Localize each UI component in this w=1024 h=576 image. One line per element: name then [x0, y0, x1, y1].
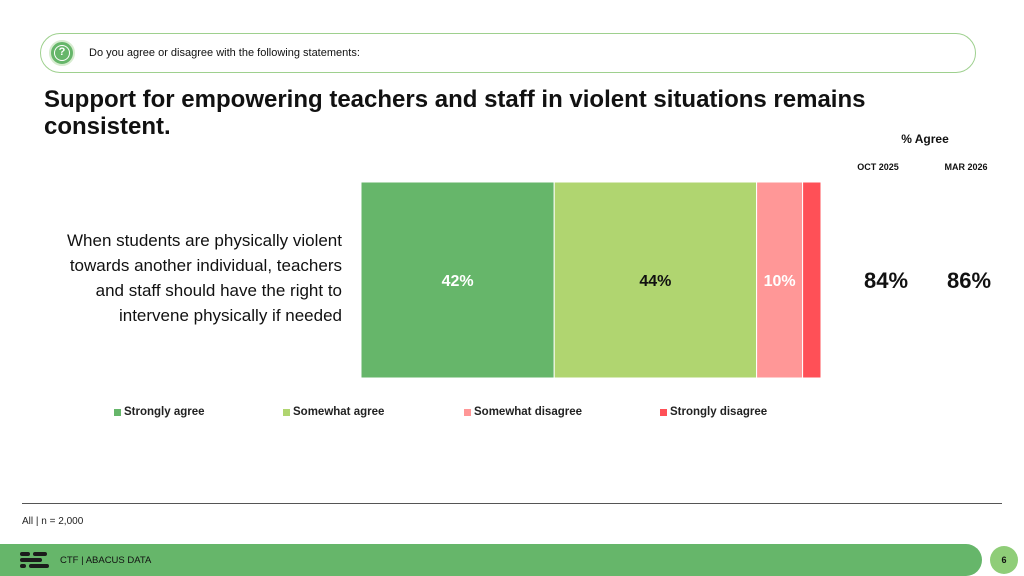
legend-label: Somewhat agree: [293, 406, 385, 418]
statement-label: When students are physically violent towards another individual, teachers and staff should have the right to intervene physically if needed: [67, 231, 342, 325]
agree-value-mar-2026: 86%: [946, 268, 992, 293]
chart-legend: [0, 406, 1024, 422]
data-label: 10%: [763, 273, 796, 290]
data-label: 42%: [441, 273, 474, 290]
column-header-mar-2026: MAR 2026: [944, 162, 988, 172]
legend-swatch: [660, 409, 667, 416]
base-note: All | n = 2,000: [22, 516, 84, 527]
agree-value-oct-2025: 84%: [863, 268, 909, 293]
legend-somewhat-disagree: [464, 406, 582, 418]
column-header-oct-2025: OCT 2025: [857, 162, 899, 172]
question-mark-icon: ?: [49, 40, 75, 66]
slide-title: Support for empowering teachers and staff in violent situations remains consistent.: [44, 86, 866, 140]
bar-segment-strongly-disagree: [803, 182, 821, 378]
legend-strongly-disagree: [660, 406, 767, 418]
legend-label: Strongly disagree: [670, 406, 768, 418]
legend-somewhat-agree: [283, 406, 384, 418]
page-number: 6: [990, 546, 1018, 574]
footer-brand: CTF | ABACUS DATA: [60, 555, 152, 566]
legend-label: Somewhat disagree: [474, 406, 583, 418]
legend-swatch: [114, 409, 121, 416]
footer-bar: [0, 544, 982, 576]
legend-strongly-agree: [114, 406, 205, 418]
legend-label: Strongly agree: [124, 406, 205, 418]
agree-header: % Agree: [901, 132, 949, 146]
footer-divider: [22, 503, 1002, 504]
legend-swatch: [283, 409, 290, 416]
data-label: 44%: [639, 273, 672, 290]
abacus-logo-icon: [20, 552, 50, 568]
question-text: Do you agree or disagree with the following statements:: [89, 47, 360, 59]
legend-swatch: [464, 409, 471, 416]
